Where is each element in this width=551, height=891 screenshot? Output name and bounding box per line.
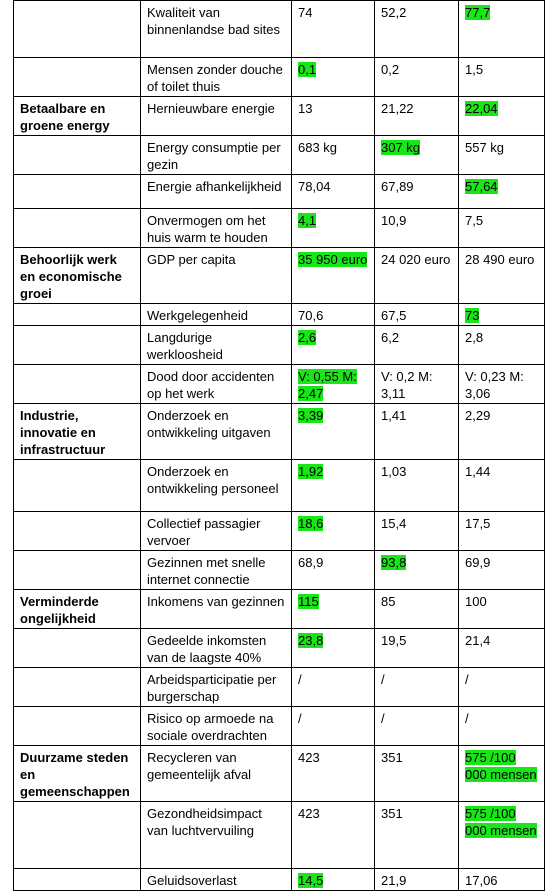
value-text: 21,9: [381, 873, 407, 888]
value-cell: [459, 248, 545, 304]
value-text: 351: [381, 806, 403, 821]
highlighted-value: 93,8: [381, 555, 407, 570]
table-row: [14, 802, 545, 869]
value-cell: [292, 512, 375, 551]
indicator-cell: Gezinnen met snelle internet connectie: [141, 551, 292, 590]
goal-cell: [14, 460, 141, 512]
indicator-cell: Kwaliteit van binnenlandse bad sites: [141, 1, 292, 58]
indicator-cell: Collectief passagier vervoer: [141, 512, 292, 551]
value-text: 52,2: [381, 5, 407, 20]
goal-cell: Duurzame steden en gemeenschappen: [14, 746, 141, 802]
indicator-table: [13, 0, 545, 891]
goal-cell: [14, 551, 141, 590]
indicator-cell: Onvermogen om het huis warm te houden: [141, 209, 292, 248]
goal-cell: [14, 136, 141, 175]
value-text: V: 0,2 M: 3,11: [381, 369, 433, 401]
value-cell: [375, 707, 459, 746]
value-cell: [459, 460, 545, 512]
value-text: 85: [381, 594, 396, 609]
value-cell: [375, 460, 459, 512]
table-body: [14, 1, 545, 891]
value-text: 21,22: [381, 101, 414, 116]
value-text: 2,8: [465, 330, 484, 345]
highlighted-value: 77,7: [465, 5, 491, 20]
value-cell: [292, 802, 375, 869]
value-text: /: [381, 711, 385, 726]
value-cell: [375, 404, 459, 460]
value-text: 683 kg: [298, 140, 338, 155]
goal-cell: [14, 869, 141, 891]
value-cell: [375, 365, 459, 404]
value-cell: [459, 136, 545, 175]
highlighted-value: 307 kg: [381, 140, 421, 155]
goal-cell: [14, 512, 141, 551]
table-row: [14, 460, 545, 512]
table-row: [14, 248, 545, 304]
value-cell: [292, 97, 375, 136]
value-text: 67,5: [381, 308, 407, 323]
value-text: 13: [298, 101, 313, 116]
value-text: /: [465, 672, 469, 687]
value-cell: [459, 209, 545, 248]
goal-cell: [14, 668, 141, 707]
value-cell: [292, 869, 375, 891]
value-cell: [375, 97, 459, 136]
value-cell: [292, 58, 375, 97]
value-cell: [375, 326, 459, 365]
value-cell: [459, 802, 545, 869]
table-row: [14, 551, 545, 590]
value-text: 2,29: [465, 408, 491, 423]
value-cell: [375, 175, 459, 209]
highlighted-value: 23,8: [298, 633, 324, 648]
indicator-cell: Onderzoek en ontwikkeling uitgaven: [141, 404, 292, 460]
value-cell: [292, 209, 375, 248]
highlighted-value: 1,92: [298, 464, 324, 479]
value-cell: [375, 512, 459, 551]
value-text: 1,41: [381, 408, 407, 423]
goal-cell: [14, 629, 141, 668]
value-text: 28 490 euro: [465, 252, 535, 267]
highlighted-value: 575 /100 000 mensen: [465, 806, 537, 838]
highlighted-value: 57,64: [465, 179, 498, 194]
indicator-cell: Dood door accidenten op het werk: [141, 365, 292, 404]
value-cell: [292, 404, 375, 460]
table-row: [14, 326, 545, 365]
value-cell: [459, 551, 545, 590]
table-row: [14, 175, 545, 209]
value-cell: [375, 209, 459, 248]
value-cell: [292, 590, 375, 629]
table-row: [14, 136, 545, 175]
value-cell: [459, 746, 545, 802]
highlighted-value: 0,1: [298, 62, 317, 77]
goal-cell: Behoorlijk werk en economische groei: [14, 248, 141, 304]
value-cell: [375, 590, 459, 629]
value-text: 557 kg: [465, 140, 505, 155]
highlighted-value: 73: [465, 308, 480, 323]
value-cell: [459, 512, 545, 551]
value-text: /: [298, 711, 302, 726]
value-cell: [459, 304, 545, 326]
highlighted-value: 35 950 euro: [298, 252, 368, 267]
value-cell: [375, 802, 459, 869]
goal-cell: [14, 209, 141, 248]
value-text: 100: [465, 594, 487, 609]
value-cell: [292, 365, 375, 404]
goal-cell: Verminderde ongelijkheid: [14, 590, 141, 629]
value-cell: [459, 404, 545, 460]
value-text: 351: [381, 750, 403, 765]
value-text: 6,2: [381, 330, 400, 345]
goal-cell: Industrie, innovatie en infrastructuur: [14, 404, 141, 460]
value-cell: [292, 1, 375, 58]
value-text: 70,6: [298, 308, 324, 323]
value-cell: [459, 1, 545, 58]
value-cell: [375, 746, 459, 802]
value-cell: [375, 136, 459, 175]
indicator-cell: Gezondheidsimpact van luchtvervuiling: [141, 802, 292, 869]
value-cell: [459, 58, 545, 97]
value-cell: [292, 707, 375, 746]
indicator-cell: GDP per capita: [141, 248, 292, 304]
value-cell: [375, 304, 459, 326]
value-text: 69,9: [465, 555, 491, 570]
value-cell: [292, 460, 375, 512]
value-cell: [459, 707, 545, 746]
indicator-cell: Langdurige werkloosheid: [141, 326, 292, 365]
value-cell: [459, 326, 545, 365]
value-text: 67,89: [381, 179, 414, 194]
value-text: /: [465, 711, 469, 726]
highlighted-value: 18,6: [298, 516, 324, 531]
value-text: 68,9: [298, 555, 324, 570]
highlighted-value: 22,04: [465, 101, 498, 116]
highlighted-value: 575 /100 000 mensen: [465, 750, 537, 782]
value-text: 17,5: [465, 516, 491, 531]
value-cell: [292, 629, 375, 668]
value-text: 17,06: [465, 873, 498, 888]
indicator-cell: Energy consumptie per gezin: [141, 136, 292, 175]
table-row: [14, 209, 545, 248]
value-cell: [459, 590, 545, 629]
value-cell: [292, 175, 375, 209]
value-cell: [459, 97, 545, 136]
value-cell: [375, 629, 459, 668]
goal-cell: [14, 175, 141, 209]
indicator-cell: Arbeidsparticipatie per burgerschap: [141, 668, 292, 707]
highlighted-value: 3,39: [298, 408, 324, 423]
value-cell: [292, 136, 375, 175]
value-cell: [292, 746, 375, 802]
indicator-cell: Geluidsoverlast: [141, 869, 292, 891]
table-row: [14, 668, 545, 707]
value-text: 1,44: [465, 464, 491, 479]
goal-cell: [14, 304, 141, 326]
highlighted-value: 4,1: [298, 213, 317, 228]
table-row: [14, 707, 545, 746]
table-row: [14, 629, 545, 668]
value-text: 21,4: [465, 633, 491, 648]
indicator-cell: Recycleren van gemeentelijk afval: [141, 746, 292, 802]
highlighted-value: 14,5: [298, 873, 324, 888]
value-text: /: [381, 672, 385, 687]
value-text: 423: [298, 806, 320, 821]
highlighted-value: 115: [298, 594, 319, 609]
value-cell: [292, 326, 375, 365]
value-text: 423: [298, 750, 320, 765]
value-text: 1,03: [381, 464, 407, 479]
table-row: [14, 58, 545, 97]
goal-cell: [14, 802, 141, 869]
value-cell: [459, 869, 545, 891]
value-cell: [459, 668, 545, 707]
table-row: [14, 304, 545, 326]
value-cell: [375, 668, 459, 707]
goal-cell: [14, 1, 141, 58]
indicator-cell: Werkgelegenheid: [141, 304, 292, 326]
indicator-cell: Energie afhankelijkheid: [141, 175, 292, 209]
value-text: 1,5: [465, 62, 484, 77]
goal-cell: [14, 365, 141, 404]
table-row: [14, 590, 545, 629]
highlighted-value: V: 0,55 M: 2,47: [298, 369, 357, 401]
value-cell: [375, 869, 459, 891]
indicator-cell: Risico op armoede na sociale overdrachten: [141, 707, 292, 746]
value-text: 74: [298, 5, 313, 20]
value-cell: [459, 629, 545, 668]
table-row: [14, 97, 545, 136]
value-cell: [459, 175, 545, 209]
table-row: [14, 869, 545, 891]
value-cell: [292, 668, 375, 707]
indicator-cell: Hernieuwbare energie: [141, 97, 292, 136]
indicator-cell: Inkomens van gezinnen: [141, 590, 292, 629]
value-cell: [375, 248, 459, 304]
value-text: 78,04: [298, 179, 331, 194]
value-text: 7,5: [465, 213, 484, 228]
table-row: [14, 746, 545, 802]
goal-cell: [14, 707, 141, 746]
highlighted-value: 2,6: [298, 330, 317, 345]
value-cell: [292, 248, 375, 304]
goal-cell: [14, 58, 141, 97]
indicator-cell: Gedeelde inkomsten van de laagste 40%: [141, 629, 292, 668]
table-row: [14, 365, 545, 404]
value-cell: [375, 1, 459, 58]
value-cell: [459, 365, 545, 404]
indicator-cell: Onderzoek en ontwikkeling personeel: [141, 460, 292, 512]
goal-cell: [14, 326, 141, 365]
value-text: /: [298, 672, 302, 687]
value-text: V: 0,23 M: 3,06: [465, 369, 524, 401]
value-cell: [375, 58, 459, 97]
table-row: [14, 512, 545, 551]
goal-cell: Betaalbare en groene energy: [14, 97, 141, 136]
value-text: 0,2: [381, 62, 400, 77]
value-text: 24 020 euro: [381, 252, 451, 267]
table-row: [14, 404, 545, 460]
value-cell: [375, 551, 459, 590]
value-text: 15,4: [381, 516, 407, 531]
table-row: [14, 1, 545, 58]
value-cell: [292, 551, 375, 590]
value-text: 10,9: [381, 213, 407, 228]
indicator-cell: Mensen zonder douche of toilet thuis: [141, 58, 292, 97]
value-text: 19,5: [381, 633, 407, 648]
value-cell: [292, 304, 375, 326]
